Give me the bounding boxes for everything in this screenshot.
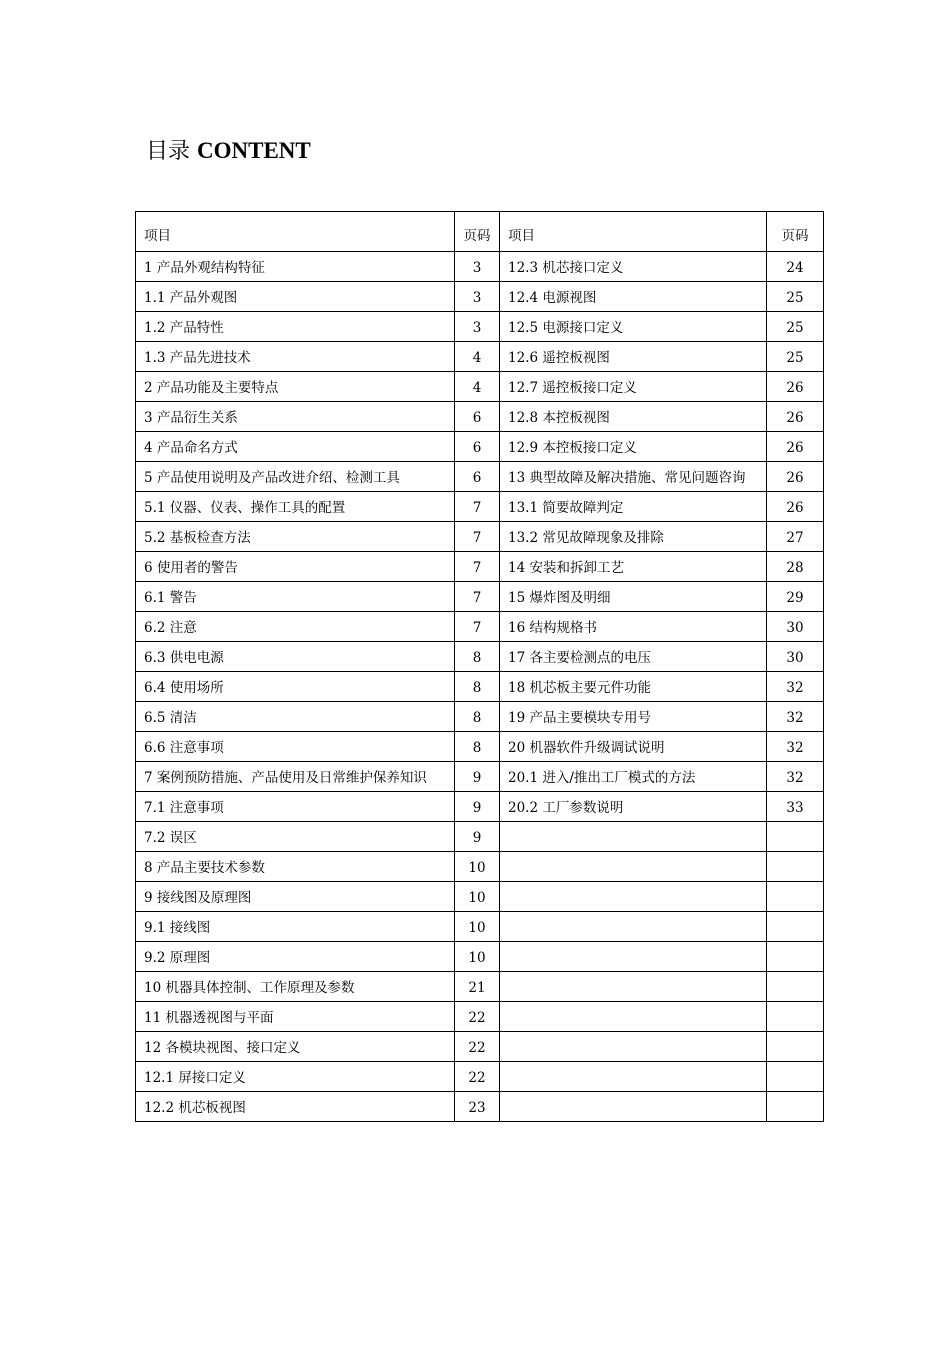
toc-entry-page: 30 xyxy=(767,642,824,672)
toc-entry-page: 8 xyxy=(455,672,500,702)
toc-row xyxy=(136,792,824,822)
page-title xyxy=(146,136,311,167)
toc-row xyxy=(136,852,824,882)
toc-entry-page: 9 xyxy=(455,822,500,852)
toc-entry-label: 4 产品命名方式 xyxy=(136,432,455,462)
toc-entry-label: 8 产品主要技术参数 xyxy=(136,852,455,882)
toc-empty-cell xyxy=(767,1032,824,1062)
toc-empty-cell xyxy=(500,822,767,852)
header-page-right: 页码 xyxy=(767,212,824,252)
toc-entry-page: 32 xyxy=(767,702,824,732)
toc-entry-label: 18 机芯板主要元件功能 xyxy=(500,672,767,702)
toc-row xyxy=(136,402,824,432)
toc-entry-page: 23 xyxy=(455,1092,500,1122)
toc-entry-label: 6.1 警告 xyxy=(136,582,455,612)
toc-entry-page: 27 xyxy=(767,522,824,552)
toc-row xyxy=(136,1062,824,1092)
toc-entry-page: 33 xyxy=(767,792,824,822)
toc-row xyxy=(136,822,824,852)
toc-entry-label: 17 各主要检测点的电压 xyxy=(500,642,767,672)
toc-entry-page: 26 xyxy=(767,432,824,462)
toc-entry-page: 7 xyxy=(455,612,500,642)
toc-entry-label: 20 机器软件升级调试说明 xyxy=(500,732,767,762)
toc-entry-label: 5 产品使用说明及产品改进介绍、检测工具 xyxy=(136,462,455,492)
toc-entry-page: 22 xyxy=(455,1062,500,1092)
toc-entry-page: 8 xyxy=(455,702,500,732)
toc-entry-label: 10 机器具体控制、工作原理及参数 xyxy=(136,972,455,1002)
toc-row xyxy=(136,612,824,642)
toc-entry-page: 7 xyxy=(455,582,500,612)
header-item-right: 项目 xyxy=(500,212,767,252)
toc-empty-cell xyxy=(767,822,824,852)
toc-entry-label: 5.2 基板检查方法 xyxy=(136,522,455,552)
toc-entry-page: 26 xyxy=(767,462,824,492)
toc-entry-label: 12.8 本控板视图 xyxy=(500,402,767,432)
toc-entry-label: 6.4 使用场所 xyxy=(136,672,455,702)
toc-entry-label: 3 产品衍生关系 xyxy=(136,402,455,432)
toc-empty-cell xyxy=(500,912,767,942)
toc-entry-page: 26 xyxy=(767,372,824,402)
toc-row xyxy=(136,1092,824,1122)
toc-entry-label: 5.1 仪器、仪表、操作工具的配置 xyxy=(136,492,455,522)
toc-entry-label: 12.3 机芯接口定义 xyxy=(500,252,767,282)
toc-entry-label: 15 爆炸图及明细 xyxy=(500,582,767,612)
toc-row xyxy=(136,732,824,762)
toc-entry-label: 14 安装和拆卸工艺 xyxy=(500,552,767,582)
toc-table xyxy=(135,211,824,1122)
toc-entry-label: 12.1 屏接口定义 xyxy=(136,1062,455,1092)
toc-entry-label: 2 产品功能及主要特点 xyxy=(136,372,455,402)
toc-empty-cell xyxy=(500,882,767,912)
toc-entry-label: 7 案例预防措施、产品使用及日常维护保养知识 xyxy=(136,762,455,792)
toc-entry-label: 1.3 产品先进技术 xyxy=(136,342,455,372)
toc-entry-page: 3 xyxy=(455,252,500,282)
header-page-left: 页码 xyxy=(455,212,500,252)
toc-entry-label: 6.3 供电电源 xyxy=(136,642,455,672)
toc-entry-page: 6 xyxy=(455,432,500,462)
toc-entry-page: 22 xyxy=(455,1002,500,1032)
toc-body xyxy=(136,252,824,1122)
toc-entry-page: 4 xyxy=(455,372,500,402)
toc-row xyxy=(136,312,824,342)
toc-entry-page: 32 xyxy=(767,672,824,702)
toc-entry-page: 8 xyxy=(455,732,500,762)
toc-entry-page: 7 xyxy=(455,522,500,552)
toc-empty-cell xyxy=(767,912,824,942)
toc-empty-cell xyxy=(767,1092,824,1122)
toc-header-row xyxy=(136,212,824,252)
toc-entry-label: 12 各模块视图、接口定义 xyxy=(136,1032,455,1062)
toc-entry-label: 6.6 注意事项 xyxy=(136,732,455,762)
toc-row xyxy=(136,552,824,582)
toc-entry-page: 4 xyxy=(455,342,500,372)
toc-entry-label: 13.1 简要故障判定 xyxy=(500,492,767,522)
toc-empty-cell xyxy=(500,942,767,972)
toc-entry-label: 13 典型故障及解决措施、常见问题咨询 xyxy=(500,462,767,492)
toc-entry-page: 21 xyxy=(455,972,500,1002)
toc-entry-label: 12.2 机芯板视图 xyxy=(136,1092,455,1122)
toc-empty-cell xyxy=(500,1092,767,1122)
toc-row xyxy=(136,642,824,672)
toc-entry-label: 12.7 遥控板接口定义 xyxy=(500,372,767,402)
toc-row xyxy=(136,1032,824,1062)
toc-entry-label: 12.5 电源接口定义 xyxy=(500,312,767,342)
toc-row xyxy=(136,762,824,792)
toc-entry-page: 9 xyxy=(455,792,500,822)
toc-entry-page: 25 xyxy=(767,342,824,372)
title-en: CONTENT xyxy=(197,138,311,163)
toc-row xyxy=(136,432,824,462)
toc-entry-label: 19 产品主要模块专用号 xyxy=(500,702,767,732)
toc-empty-cell xyxy=(500,1062,767,1092)
toc-row xyxy=(136,942,824,972)
toc-entry-label: 12.4 电源视图 xyxy=(500,282,767,312)
toc-row xyxy=(136,282,824,312)
toc-entry-page: 32 xyxy=(767,762,824,792)
title-cn: 目录 xyxy=(146,139,191,164)
toc-entry-label: 12.6 遥控板视图 xyxy=(500,342,767,372)
toc-row xyxy=(136,582,824,612)
header-item-left: 项目 xyxy=(136,212,455,252)
toc-empty-cell xyxy=(767,972,824,1002)
toc-empty-cell xyxy=(767,1062,824,1092)
toc-entry-page: 6 xyxy=(455,402,500,432)
toc-entry-label: 1.2 产品特性 xyxy=(136,312,455,342)
toc-empty-cell xyxy=(500,1002,767,1032)
toc-row xyxy=(136,1002,824,1032)
toc-entry-page: 25 xyxy=(767,312,824,342)
toc-entry-page: 10 xyxy=(455,942,500,972)
toc-entry-label: 7.2 误区 xyxy=(136,822,455,852)
toc-entry-label: 20.2 工厂参数说明 xyxy=(500,792,767,822)
toc-entry-page: 32 xyxy=(767,732,824,762)
toc-entry-label: 7.1 注意事项 xyxy=(136,792,455,822)
toc-entry-page: 10 xyxy=(455,882,500,912)
toc-entry-page: 24 xyxy=(767,252,824,282)
toc-entry-label: 9 接线图及原理图 xyxy=(136,882,455,912)
toc-entry-page: 9 xyxy=(455,762,500,792)
toc-row xyxy=(136,252,824,282)
toc-entry-label: 6 使用者的警告 xyxy=(136,552,455,582)
toc-entry-label: 6.2 注意 xyxy=(136,612,455,642)
toc-empty-cell xyxy=(767,1002,824,1032)
toc-entry-page: 10 xyxy=(455,912,500,942)
toc-row xyxy=(136,882,824,912)
toc-row xyxy=(136,462,824,492)
toc-entry-page: 7 xyxy=(455,492,500,522)
toc-entry-page: 3 xyxy=(455,282,500,312)
toc-row xyxy=(136,972,824,1002)
toc-entry-page: 10 xyxy=(455,852,500,882)
toc-entry-label: 12.9 本控板接口定义 xyxy=(500,432,767,462)
toc-entry-label: 9.2 原理图 xyxy=(136,942,455,972)
toc-empty-cell xyxy=(767,852,824,882)
toc-empty-cell xyxy=(500,852,767,882)
toc-entry-page: 28 xyxy=(767,552,824,582)
toc-entry-page: 22 xyxy=(455,1032,500,1062)
toc-row xyxy=(136,492,824,522)
toc-entry-page: 26 xyxy=(767,492,824,522)
toc-entry-label: 16 结构规格书 xyxy=(500,612,767,642)
toc-row xyxy=(136,372,824,402)
toc-entry-label: 13.2 常见故障现象及排除 xyxy=(500,522,767,552)
toc-empty-cell xyxy=(767,942,824,972)
toc-entry-page: 7 xyxy=(455,552,500,582)
toc-entry-label: 6.5 清洁 xyxy=(136,702,455,732)
toc-entry-label: 20.1 进入/推出工厂模式的方法 xyxy=(500,762,767,792)
toc-entry-page: 25 xyxy=(767,282,824,312)
toc-entry-label: 1 产品外观结构特征 xyxy=(136,252,455,282)
toc-empty-cell xyxy=(767,882,824,912)
toc-entry-label: 9.1 接线图 xyxy=(136,912,455,942)
toc-entry-label: 1.1 产品外观图 xyxy=(136,282,455,312)
toc-entry-page: 8 xyxy=(455,642,500,672)
toc-row xyxy=(136,342,824,372)
toc-row xyxy=(136,522,824,552)
toc-empty-cell xyxy=(500,972,767,1002)
toc-row xyxy=(136,672,824,702)
toc-entry-page: 30 xyxy=(767,612,824,642)
toc-empty-cell xyxy=(500,1032,767,1062)
toc-entry-page: 6 xyxy=(455,462,500,492)
toc-row xyxy=(136,912,824,942)
toc-entry-label: 11 机器透视图与平面 xyxy=(136,1002,455,1032)
toc-row xyxy=(136,702,824,732)
toc-entry-page: 3 xyxy=(455,312,500,342)
toc-entry-page: 26 xyxy=(767,402,824,432)
toc-entry-page: 29 xyxy=(767,582,824,612)
